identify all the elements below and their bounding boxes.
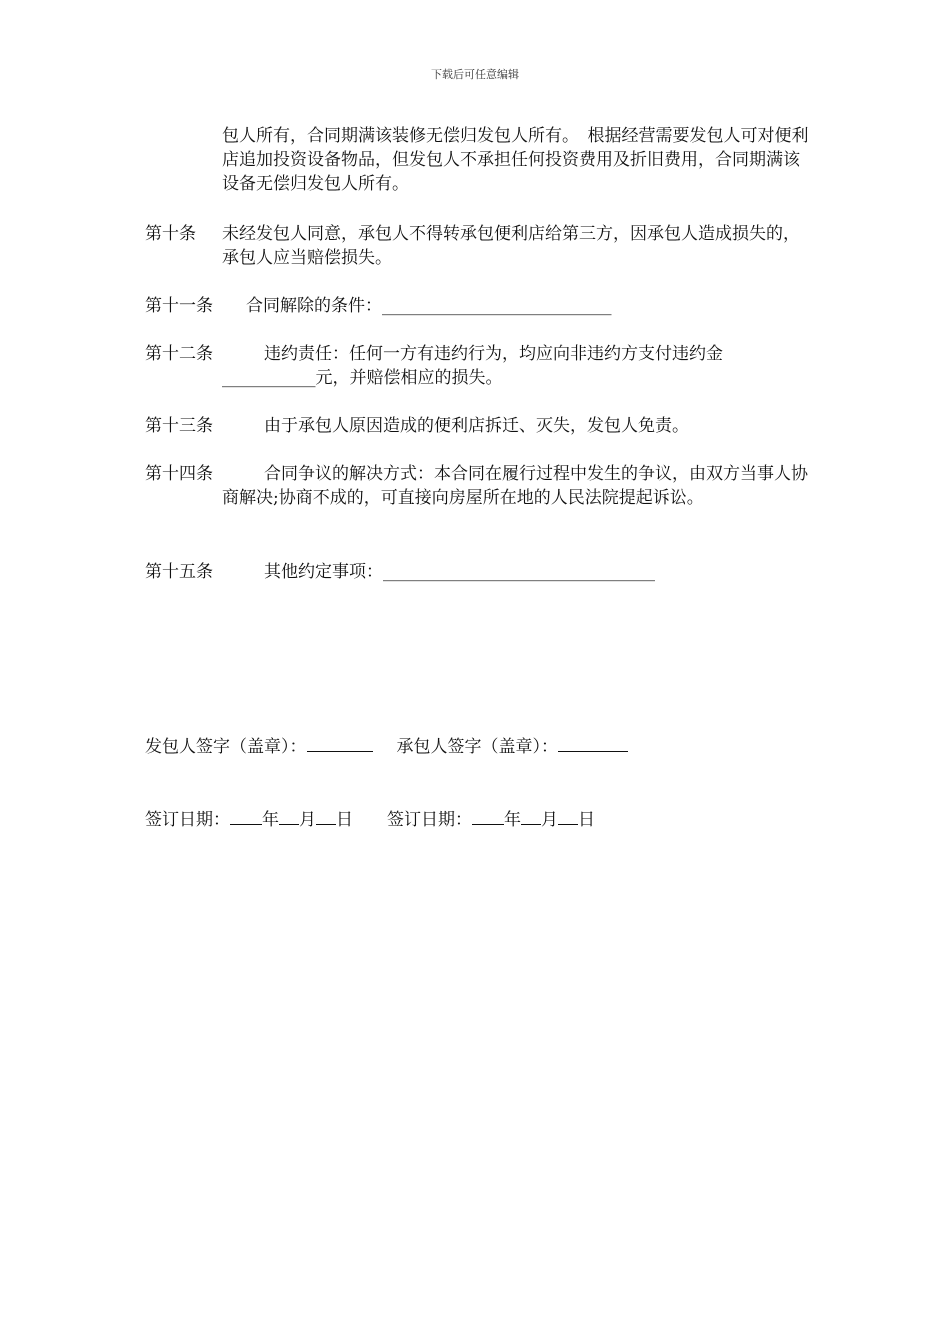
month-label: 月 (299, 810, 316, 830)
clause-text: 违约责任：任何一方有违约行为，均应向非违约方支付违约金___________元，并赔偿相应的损失。 (222, 344, 723, 388)
clause-continuation (145, 124, 810, 196)
clause-text: 其他约定事项：________________________________ (264, 562, 655, 582)
clause-text: 合同解除的条件：___________________________ (246, 296, 612, 316)
year-label: 年 (504, 810, 521, 830)
party-a-signature-label: 发包人签字（盖章）： (145, 737, 307, 757)
clause-13 (145, 414, 810, 438)
party-a-month-blank[interactable] (279, 806, 299, 825)
clause-label: 第十三条 (145, 416, 213, 436)
party-a-signature-blank[interactable] (307, 733, 373, 752)
party-a-date-label: 签订日期： (145, 810, 230, 830)
party-b-signature-label: 承包人签字（盖章）： (396, 737, 558, 757)
page-header: 下载后可任意编辑 (431, 68, 519, 81)
clause-label: 第十一条 (145, 296, 213, 316)
clause-10 (145, 222, 810, 270)
clause-11 (145, 294, 810, 318)
party-b-date-label: 签订日期： (387, 810, 472, 830)
year-label: 年 (262, 810, 279, 830)
clause-text: 包人所有，合同期满该装修无偿归发包人所有。 根据经营需要发包人可对便利店追加投资设备物品，但发包人不承担任何投资费用及折旧费用，合同期满该设备无偿归发包人所有。 (222, 126, 809, 194)
day-label: 日 (336, 810, 353, 830)
party-b-day-blank[interactable] (558, 806, 578, 825)
clause-15 (145, 560, 810, 584)
party-b-signature-blank[interactable] (558, 733, 628, 752)
clause-text: 由于承包人原因造成的便利店拆迁、灭失，发包人免责。 (264, 416, 689, 436)
day-label: 日 (578, 810, 595, 830)
clause-14 (145, 462, 810, 510)
clause-label: 第十二条 (145, 344, 213, 364)
party-a-year-blank[interactable] (230, 806, 262, 825)
clause-label: 第十五条 (145, 562, 213, 582)
clause-label: 第十条 (145, 224, 196, 244)
party-a-day-blank[interactable] (316, 806, 336, 825)
clause-text: 未经发包人同意，承包人不得转承包便利店给第三方，因承包人造成损失的，承包人应当赔偿损失。 (222, 224, 800, 268)
date-row (145, 805, 595, 830)
clause-label: 第十四条 (145, 464, 213, 484)
party-b-month-blank[interactable] (521, 806, 541, 825)
party-b-year-blank[interactable] (472, 806, 504, 825)
clause-text: 合同争议的解决方式：本合同在履行过程中发生的争议，由双方当事人协商解决;协商不成的，可直接向房屋所在地的人民法院提起诉讼。 (222, 464, 808, 508)
month-label: 月 (541, 810, 558, 830)
signature-row (145, 732, 628, 757)
clause-12 (145, 342, 810, 390)
